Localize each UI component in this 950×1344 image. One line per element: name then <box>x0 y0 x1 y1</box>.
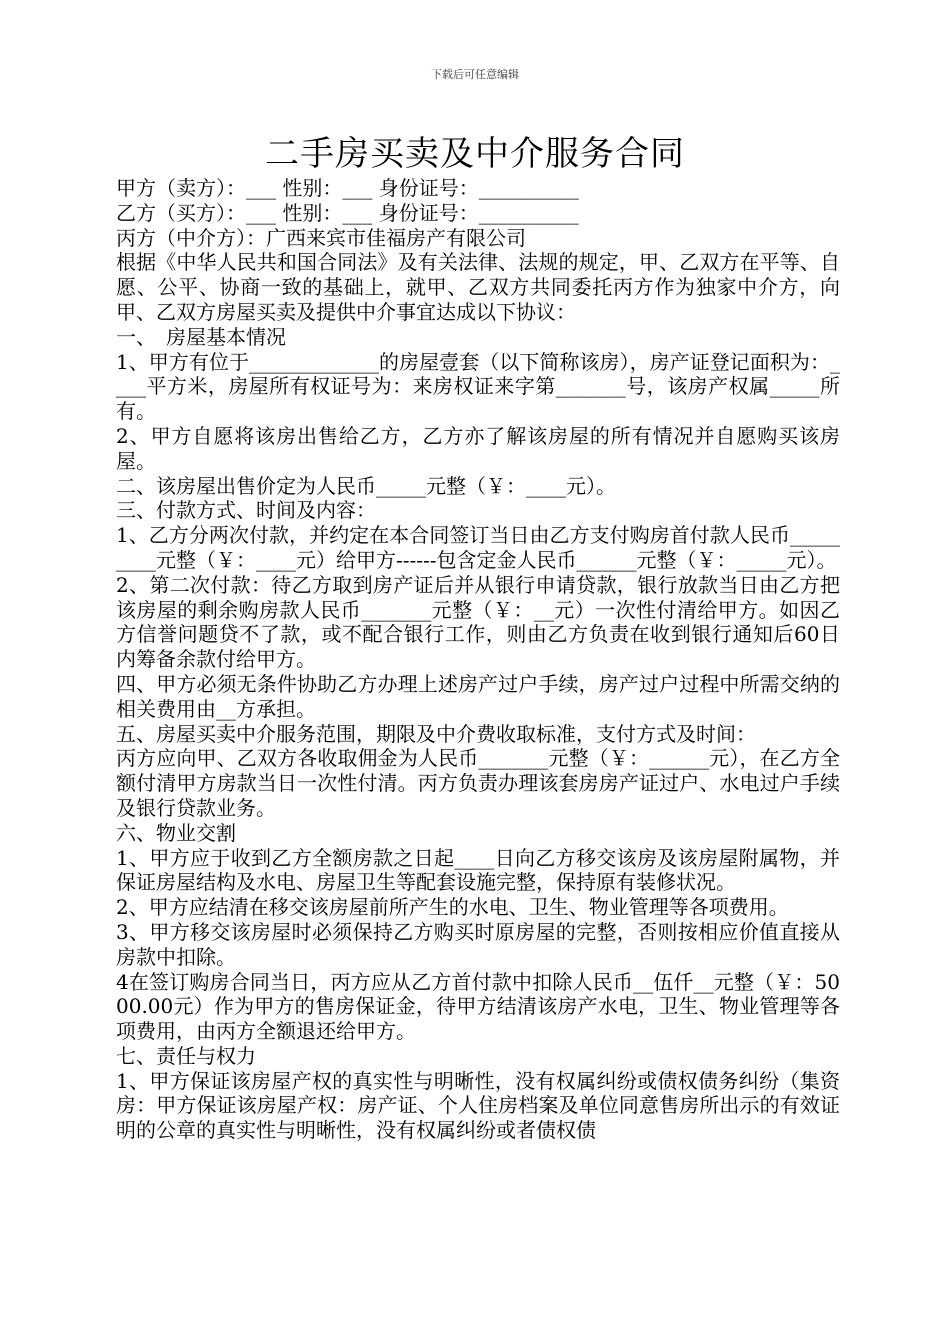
section-heading-2: 二、该房屋出售价定为人民币_____元整（￥：____元）。 <box>116 473 616 498</box>
preamble-paragraph: 根据《中华人民共和国合同法》及有关法律、法规的规定，甲、乙双方在平等、自愿、公平、协商一致的基础上，就甲、乙双方共同委托丙方作为独家中介方，向甲、乙双方房屋买卖及提供中介事宜达成以下协议： <box>116 250 840 324</box>
clause-7-1: 1、甲方保证该房屋产权的真实性与明晰性，没有权属纠纷或债权债务纠纷（集资房：甲方保证该房屋产权：房产证、个人住房档案及单位同意售房所出示的有效证明的公章的真实性与明晰性，没有权属纠纷或者债权债 <box>116 1068 840 1143</box>
section-heading-1: 一、 房屋基本情况 <box>116 324 286 349</box>
clause-3-2: 2、第二次付款：待乙方取到房产证后并从银行申请贷款，银行放款当日由乙方把该房屋的剩余购房款人民币_______元整（￥：__元）一次性付清给甲方。如因乙方信誉问题贷不了款，或不配合银行工作，则由乙方负责在收到银行通知后60日内筹备余款付给甲方。 <box>116 572 840 672</box>
party-c-line: 丙方（中介方）：广西来宾市佳福房产有限公司 <box>116 225 526 250</box>
party-b-line: 乙方（买方）：___ 性别：___ 身份证号：__________ <box>116 200 579 225</box>
section-heading-5: 五、房屋买卖中介服务范围，期限及中介费收取标准，支付方式及时间： <box>116 721 756 746</box>
header-note: 下载后可任意编辑 <box>431 68 519 81</box>
clause-6-3: 3、甲方移交该房屋时必须保持乙方购买时原房屋的完整，否则按相应价值直接从房款中扣除。 <box>116 919 840 969</box>
clause-6-2: 2、甲方应结清在移交该房屋前所产生的水电、卫生、物业管理等各项费用。 <box>116 895 789 920</box>
section-heading-6: 六、物业交割 <box>116 820 236 845</box>
clause-1-2: 2、甲方自愿将该房出售给乙方，乙方亦了解该房屋的所有情况并自愿购买该房屋。 <box>116 423 840 473</box>
contract-body <box>116 176 840 1143</box>
clause-1-1: 1、甲方有位于_____________的房屋壹套（以下简称该房），房产证登记面积为：____平方米，房屋所有权证号为：来房权证来字第_______号，该房产权属_____所有。 <box>116 349 840 424</box>
clause-6-1: 1、甲方应于收到乙方全额房款之日起____日向乙方移交该房及该房屋附属物，并保证房屋结构及水电、房屋卫生等配套设施完整，保持原有装修状况。 <box>116 845 840 895</box>
clause-3-1: 1、乙方分两次付款，并约定在本合同签订当日由乙方支付购房首付款人民币_________元整（￥：____元）给甲方------包含定金人民币______元整（￥：_____元）。 <box>116 523 840 572</box>
clause-6-4: 4在签订购房合同当日，丙方应从乙方首付款中扣除人民币__伍仟__元整（￥：5000.00元）作为甲方的售房保证金，待甲方结清该房产水电，卫生、物业管理等各项费用，由丙方全额退还给甲方。 <box>116 969 840 1044</box>
section-heading-3: 三、付款方式、时间及内容： <box>116 498 376 523</box>
section-heading-7: 七、责任与权力 <box>116 1043 256 1068</box>
document-title: 二手房买卖及中介服务合同 <box>265 134 685 174</box>
party-a-line: 甲方（卖方）：___ 性别：___ 身份证号：__________ <box>116 176 579 200</box>
section-heading-4: 四、甲方必须无条件协助乙方办理上述房产过户手续，房产过户过程中所需交纳的相关费用由__方承担。 <box>116 671 840 721</box>
clause-5-1: 丙方应向甲、乙双方各收取佣金为人民币_______元整（￥：______元），在乙方全额付清甲方房款当日一次性付清。丙方负责办理该套房房产证过户、水电过户手续及银行贷款业务。 <box>116 746 840 820</box>
